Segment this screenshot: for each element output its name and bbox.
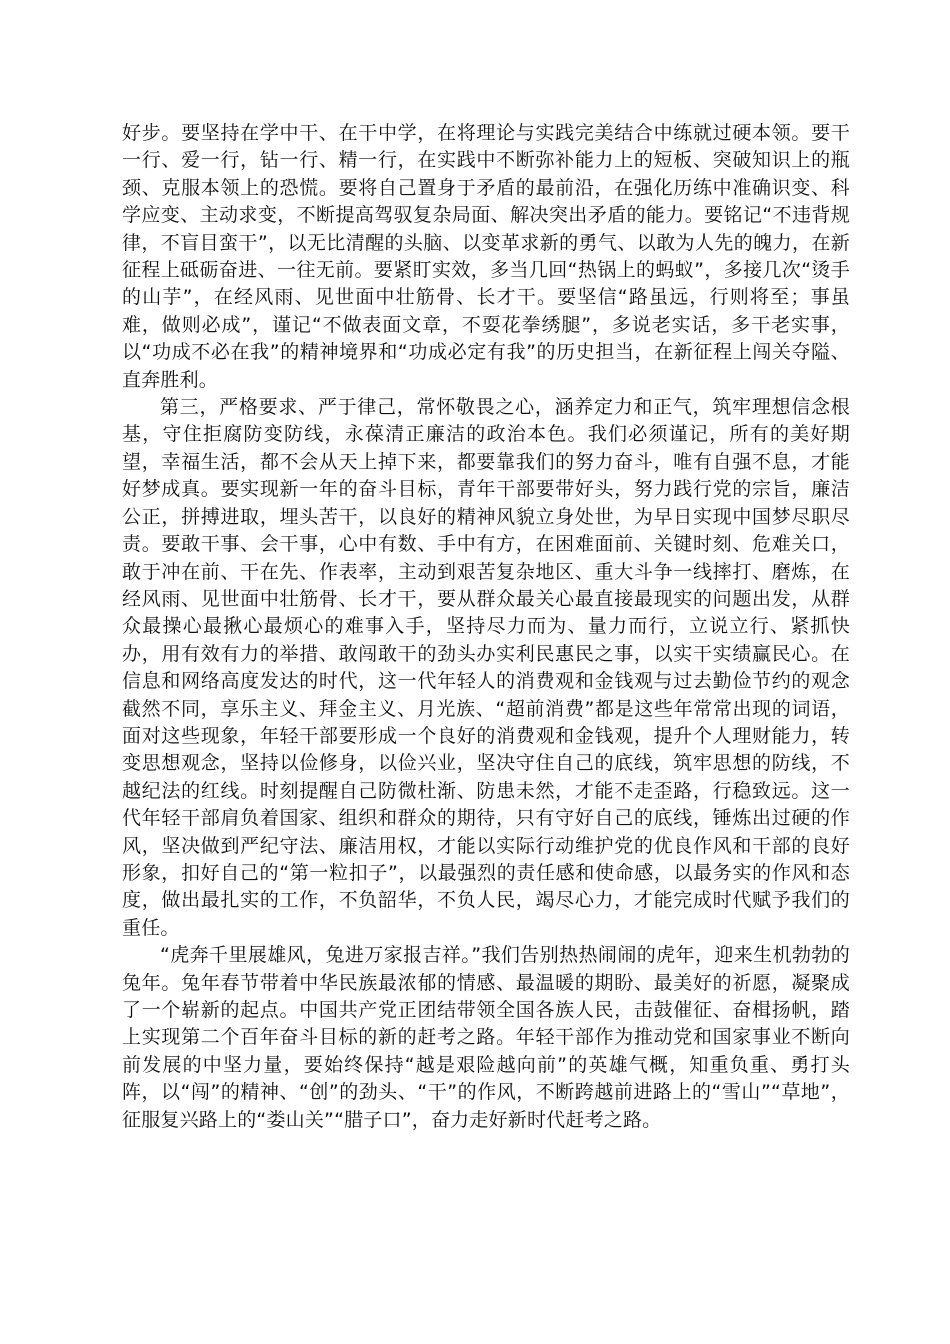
- paragraph-continuation: 好步。要坚持在学中干、在干中学，在将理论与实践完美结合中练就过硬本领。要干一行、爱一行，钻一行、精一行，在实践中不断弥补能力上的短板、突破知识上的瓶颈、克服本领上的恐慌。要将自己置身于矛盾的最前沿，在强化历练中准确识变、科学应变、主动求变，不断提高驾驭复杂局面、解决突出矛盾的能力。要铭记“不违背规律，不盲目蛮干”，以无比清醒的头脑、以变革求新的勇气、以敢为人先的魄力，在新征程上砥砺奋进、一往无前。要紧盯实效，多当几回“热锅上的蚂蚁”，多接几次“烫手的山芋”，在经风雨、见世面中壮筋骨、长才干。要坚信“路虽远，行则将至；事虽难，做则必成”，谨记“不做表面文章，不耍花拳绣腿”，多说老实话，多干老实事，以“功成不必在我”的精神境界和“功成必定有我”的历史担当，在新征程上闯关夺隘、直奔胜利。: [122, 122, 850, 391]
- paragraph-third-point: 第三，严格要求、严于律己，常怀敬畏之心，涵养定力和正气，筑牢理想信念根基，守住拒腐防变防线，永葆清正廉洁的政治本色。我们必须谨记，所有的美好期望，幸福生活，都不会从天上掉下来，都要靠我们的努力奋斗，唯有自强不息，才能好梦成真。要实现新一年的奋斗目标，青年干部要带好头，努力践行党的宗旨，廉洁公正，拼搏进取，埋头苦干，以良好的精神风貌立身处世，为早日实现中国梦尽职尽责。要敢干事、会干事，心中有数、手中有方，在困难面前、关键时刻、危难关口，敢于冲在前、干在先、作表率，主动到艰苦复杂地区、重大斗争一线摔打、磨炼，在经风雨、见世面中壮筋骨、长才干，要从群众最关心最直接最现实的问题出发，从群众最操心最揪心最烦心的难事入手，坚持尽力而为、量力而行，立说立行、紧抓快办，用有效有力的举措、敢闯敢干的劲头办实利民惠民之事，以实干实绩赢民心。在信息和网络高度发达的时代，这一代年轻人的消费观和金钱观与过去勤俭节约的观念截然不同，享乐主义、拜金主义、月光族、“超前消费”都是这些年常常出现的词语，面对这些现象，年轻干部要形成一个良好的消费观和金钱观，提升个人理财能力，转变思想观念，坚持以俭修身，以俭兴业，坚决守住自己的底线，筑牢思想的防线，不越纪法的红线。时刻提醒自己防微杜渐、防患未然，才能不走歪路，行稳致远。这一代年轻干部肩负着国家、组织和群众的期待，只有守好自己的底线，锤炼出过硬的作风，坚决做到严纪守法、廉洁用权，才能以实际行动维护党的优良作风和干部的良好形象，扣好自己的“第一粒扣子”，以最强烈的责任感和使命感，以最务实的作风和态度，做出最扎实的工作，不负韶华，不负人民，竭尽心力，才能完成时代赋予我们的重任。: [122, 396, 850, 939]
- paragraph-conclusion: “虎奔千里展雄风，兔进万家报吉祥。”我们告别热热闹闹的虎年，迎来生机勃勃的兔年。兔年春节带着中华民族最浓郁的情感、最温暖的期盼、最美好的祈愿，凝聚成了一个崭新的起点。中国共产党正团结带领全国各族人民，击鼓催征、奋楫扬帆，踏上实现第二个百年奋斗目标的新的赶考之路。年轻干部作为推动党和国家事业不断向前发展的中坚力量，要始终保持“越是艰险越向前”的英雄气概，知重负重、勇打头阵，以“闯”的精神、“创”的劲头、“干”的作风，不断跨越前进路上的“雪山”“草地”，征服复兴路上的“娄山关”“腊子口”，奋力走好新时代赶考之路。: [122, 944, 850, 1131]
- document-page: [122, 120, 850, 1134]
